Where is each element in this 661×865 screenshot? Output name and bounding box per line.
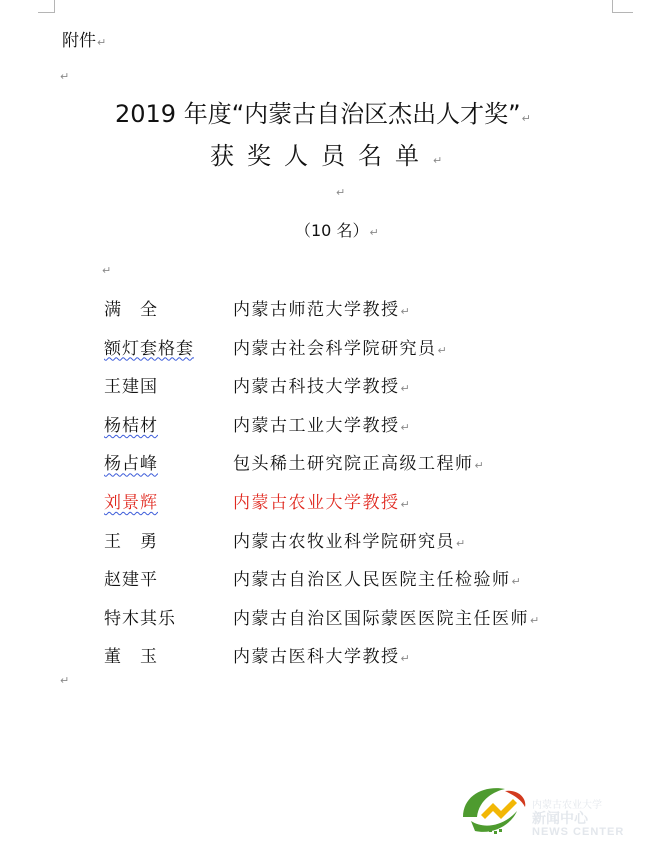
- awardee-affiliation: 内蒙古社会科学院研究员↵: [233, 338, 449, 359]
- awardee-affiliation: 内蒙古科技大学教授↵: [233, 377, 412, 398]
- awardee-name: 额灯套格套: [104, 338, 194, 359]
- news-center-logo-icon: [455, 781, 535, 841]
- awardee-name: 满 全: [104, 300, 158, 320]
- document-title: 2019 年度“内蒙古自治区杰出人才奖”↵: [115, 100, 531, 128]
- document-subtitle: 获奖人员名单↵: [210, 142, 443, 170]
- awardee-name: 杨占峰: [104, 454, 158, 475]
- awardee-name: 王 勇: [104, 531, 158, 552]
- awardee-name: 杨桔材: [104, 415, 158, 436]
- awardee-name: 赵建平: [104, 570, 158, 591]
- awardee-name: 王建国: [104, 377, 158, 398]
- awardee-affiliation: 内蒙古农业大学教授↵: [233, 492, 412, 513]
- attachment-label: 附件↵: [62, 31, 107, 51]
- awardee-affiliation: 内蒙古工业大学教授↵: [233, 415, 412, 436]
- awardee-affiliation: 内蒙古自治区国际蒙医医院主任医师↵: [233, 608, 541, 629]
- awardee-name: 董 玉: [104, 647, 158, 668]
- watermark-university: 内蒙古农业大学: [532, 800, 602, 811]
- crop-mark-top-right: [612, 0, 633, 13]
- crop-mark-top-left: [38, 0, 55, 13]
- awardee-count: （10 名）↵: [295, 221, 379, 240]
- watermark-news-center: 新闻中心: [532, 810, 588, 826]
- awardee-affiliation: 内蒙古农牧业科学院研究员↵: [233, 531, 467, 552]
- empty-paragraph-mark: ↵: [102, 264, 112, 277]
- empty-paragraph-mark: ↵: [60, 674, 70, 687]
- awardee-affiliation: 内蒙古医科大学教授↵: [233, 647, 412, 668]
- awardee-affiliation: 内蒙古自治区人民医院主任检验师↵: [233, 570, 523, 591]
- awardee-name: 刘景辉: [104, 492, 158, 513]
- watermark-news-center-en: NEWS CENTER: [532, 826, 625, 838]
- empty-paragraph-mark: ↵: [336, 186, 346, 199]
- awardee-affiliation: 内蒙古师范大学教授↵: [233, 300, 412, 320]
- empty-paragraph-mark: ↵: [60, 70, 70, 83]
- awardee-affiliation: 包头稀土研究院正高级工程师↵: [233, 454, 486, 475]
- awardee-name: 特木其乐: [104, 608, 176, 629]
